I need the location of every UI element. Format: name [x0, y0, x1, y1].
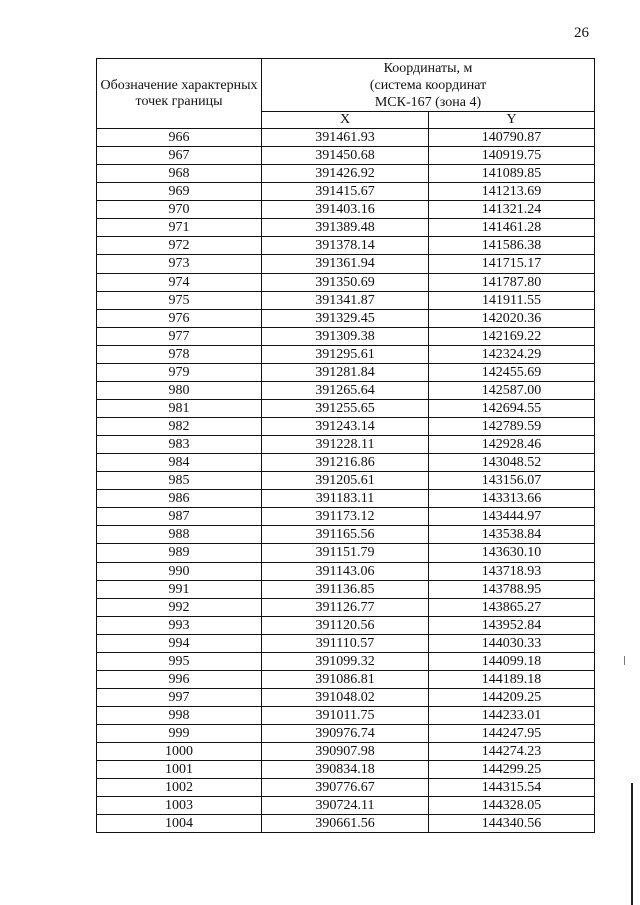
cell-x: 391329.45: [262, 309, 429, 327]
cell-y: 141715.17: [429, 255, 595, 273]
cell-point: 975: [97, 291, 262, 309]
cell-point: 1004: [97, 815, 262, 833]
table-row: [97, 381, 595, 399]
cell-x: 391183.11: [262, 490, 429, 508]
cell-x: 391255.65: [262, 399, 429, 417]
cell-y: 143788.95: [429, 580, 595, 598]
cell-y: 144233.01: [429, 707, 595, 725]
table-row: [97, 634, 595, 652]
cell-x: 390976.74: [262, 725, 429, 743]
table-row: [97, 255, 595, 273]
table-row: [97, 219, 595, 237]
cell-x: 391126.77: [262, 598, 429, 616]
cell-point: 986: [97, 490, 262, 508]
cell-point: 983: [97, 436, 262, 454]
cell-y: 142455.69: [429, 363, 595, 381]
cell-x: 391415.67: [262, 183, 429, 201]
cell-point: 995: [97, 652, 262, 670]
header-y: Y: [429, 112, 595, 129]
cell-y: 141911.55: [429, 291, 595, 309]
cell-point: 980: [97, 381, 262, 399]
cell-x: 391048.02: [262, 688, 429, 706]
cell-y: 141586.38: [429, 237, 595, 255]
table-row: [97, 418, 595, 436]
table-row: [97, 472, 595, 490]
table-row: [97, 309, 595, 327]
cell-x: 391426.92: [262, 165, 429, 183]
cell-point: 968: [97, 165, 262, 183]
table-row: [97, 165, 595, 183]
table-row: [97, 616, 595, 634]
table-row: [97, 688, 595, 706]
cell-y: 140790.87: [429, 129, 595, 147]
cell-point: 1002: [97, 779, 262, 797]
table-row: [97, 201, 595, 219]
cell-y: 140919.75: [429, 147, 595, 165]
cell-x: 391341.87: [262, 291, 429, 309]
table-row: [97, 562, 595, 580]
header-point-designation: Обозначение характерных точек границы: [97, 59, 262, 129]
cell-y: 144030.33: [429, 634, 595, 652]
cell-point: 977: [97, 327, 262, 345]
cell-y: 144274.23: [429, 743, 595, 761]
cell-x: 391173.12: [262, 508, 429, 526]
page-number: 26: [574, 25, 589, 41]
cell-y: 143444.97: [429, 508, 595, 526]
cell-y: 141213.69: [429, 183, 595, 201]
cell-point: 969: [97, 183, 262, 201]
cell-y: 142020.36: [429, 309, 595, 327]
cell-point: 998: [97, 707, 262, 725]
table-row: [97, 273, 595, 291]
table-row: [97, 544, 595, 562]
cell-y: 141089.85: [429, 165, 595, 183]
cell-y: 142789.59: [429, 418, 595, 436]
cell-x: 391228.11: [262, 436, 429, 454]
table-row: [97, 743, 595, 761]
cell-x: 391361.94: [262, 255, 429, 273]
cell-x: 391450.68: [262, 147, 429, 165]
cell-x: 391265.64: [262, 381, 429, 399]
header-coordinates-line3: МСК-167 (зона 4): [374, 95, 482, 110]
cell-point: 978: [97, 345, 262, 363]
table-row: [97, 454, 595, 472]
cell-point: 994: [97, 634, 262, 652]
table-row: [97, 490, 595, 508]
cell-y: 144328.05: [429, 797, 595, 815]
cell-point: 993: [97, 616, 262, 634]
header-coordinates-line2: (система координат: [369, 78, 487, 93]
cell-y: 142324.29: [429, 345, 595, 363]
cell-x: 391165.56: [262, 526, 429, 544]
cell-point: 991: [97, 580, 262, 598]
cell-x: 391378.14: [262, 237, 429, 255]
table-row: [97, 580, 595, 598]
cell-y: 144099.18: [429, 652, 595, 670]
coordinates-table: [96, 58, 595, 833]
table-row: [97, 129, 595, 147]
cell-point: 1003: [97, 797, 262, 815]
cell-x: 391309.38: [262, 327, 429, 345]
cell-y: 142169.22: [429, 327, 595, 345]
table-row: [97, 291, 595, 309]
cell-point: 973: [97, 255, 262, 273]
cell-y: 144209.25: [429, 688, 595, 706]
table-row: [97, 345, 595, 363]
table-row: [97, 761, 595, 779]
cell-y: 141321.24: [429, 201, 595, 219]
cell-x: 391461.93: [262, 129, 429, 147]
cell-point: 984: [97, 454, 262, 472]
cell-point: 988: [97, 526, 262, 544]
cell-y: 143630.10: [429, 544, 595, 562]
cell-x: 390724.11: [262, 797, 429, 815]
table-row: [97, 237, 595, 255]
cell-x: 391389.48: [262, 219, 429, 237]
cell-point: 992: [97, 598, 262, 616]
table-row: [97, 598, 595, 616]
header-coordinates: [262, 59, 595, 112]
cell-x: 391281.84: [262, 363, 429, 381]
cell-y: 141461.28: [429, 219, 595, 237]
scan-edge-line: [631, 783, 633, 905]
cell-point: 997: [97, 688, 262, 706]
cell-point: 990: [97, 562, 262, 580]
cell-y: 143538.84: [429, 526, 595, 544]
cell-y: 143952.84: [429, 616, 595, 634]
table-row: [97, 670, 595, 688]
table-row: [97, 399, 595, 417]
cell-point: 996: [97, 670, 262, 688]
cell-x: 391151.79: [262, 544, 429, 562]
table-row: [97, 327, 595, 345]
cell-point: 971: [97, 219, 262, 237]
cell-y: 144340.56: [429, 815, 595, 833]
cell-point: 970: [97, 201, 262, 219]
cell-y: 143048.52: [429, 454, 595, 472]
cell-y: 144299.25: [429, 761, 595, 779]
cell-x: 391099.32: [262, 652, 429, 670]
cell-x: 391086.81: [262, 670, 429, 688]
table-row: [97, 147, 595, 165]
cell-y: 143865.27: [429, 598, 595, 616]
cell-y: 144247.95: [429, 725, 595, 743]
cell-y: 143313.66: [429, 490, 595, 508]
cell-x: 391143.06: [262, 562, 429, 580]
table-row: [97, 652, 595, 670]
cell-x: 391216.86: [262, 454, 429, 472]
header-coordinates-line1: Координаты, м: [383, 61, 473, 76]
cell-point: 1001: [97, 761, 262, 779]
table-row: [97, 725, 595, 743]
cell-y: 142928.46: [429, 436, 595, 454]
table-row: [97, 797, 595, 815]
cell-x: 391136.85: [262, 580, 429, 598]
table-body: [97, 129, 595, 833]
cell-y: 141787.80: [429, 273, 595, 291]
table-row: [97, 363, 595, 381]
cell-x: 391120.56: [262, 616, 429, 634]
cell-y: 144189.18: [429, 670, 595, 688]
cell-x: 390776.67: [262, 779, 429, 797]
table-row: [97, 183, 595, 201]
table-header-row: [97, 59, 595, 112]
cell-point: 999: [97, 725, 262, 743]
cell-x: 391243.14: [262, 418, 429, 436]
table-row: [97, 779, 595, 797]
cell-x: 390661.56: [262, 815, 429, 833]
cell-y: 143156.07: [429, 472, 595, 490]
cell-point: 1000: [97, 743, 262, 761]
cell-point: 985: [97, 472, 262, 490]
cell-point: 982: [97, 418, 262, 436]
cell-point: 972: [97, 237, 262, 255]
cell-point: 979: [97, 363, 262, 381]
table-row: [97, 526, 595, 544]
cell-x: 390907.98: [262, 743, 429, 761]
cell-x: 391110.57: [262, 634, 429, 652]
scan-mark: [624, 656, 625, 665]
table-row: [97, 815, 595, 833]
cell-y: 142587.00: [429, 381, 595, 399]
table-row: [97, 508, 595, 526]
cell-point: 976: [97, 309, 262, 327]
cell-x: 391205.61: [262, 472, 429, 490]
cell-point: 987: [97, 508, 262, 526]
cell-y: 144315.54: [429, 779, 595, 797]
cell-x: 391011.75: [262, 707, 429, 725]
cell-x: 391295.61: [262, 345, 429, 363]
cell-point: 966: [97, 129, 262, 147]
header-x: X: [262, 112, 429, 129]
table-row: [97, 436, 595, 454]
cell-point: 967: [97, 147, 262, 165]
cell-y: 142694.55: [429, 399, 595, 417]
cell-x: 391403.16: [262, 201, 429, 219]
cell-y: 143718.93: [429, 562, 595, 580]
cell-x: 390834.18: [262, 761, 429, 779]
cell-point: 989: [97, 544, 262, 562]
cell-point: 974: [97, 273, 262, 291]
table-row: [97, 707, 595, 725]
cell-point: 981: [97, 399, 262, 417]
cell-x: 391350.69: [262, 273, 429, 291]
